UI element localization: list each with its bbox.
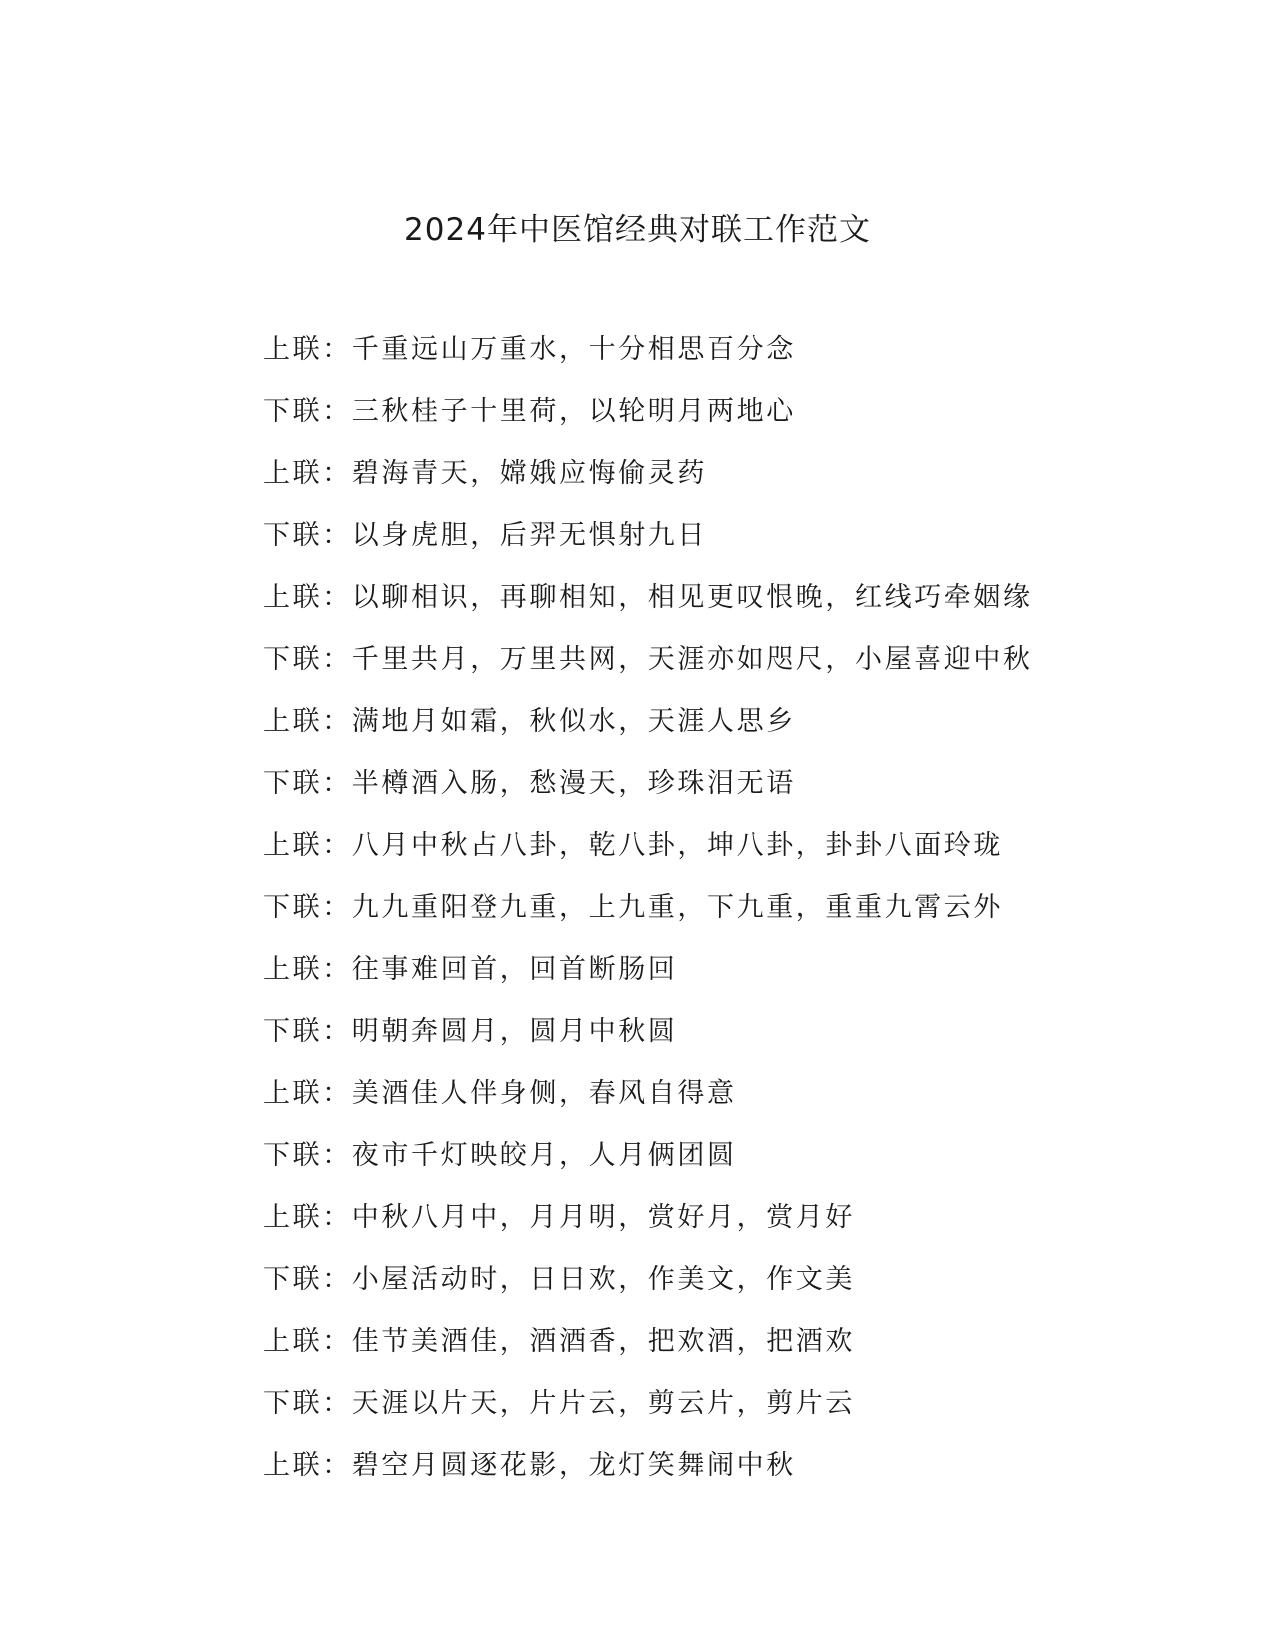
couplet-line: 下联：天涯以片天，片片云，剪云片，剪片云 bbox=[263, 1388, 855, 1419]
document-title: 2024年中医馆经典对联工作范文 bbox=[404, 212, 871, 248]
couplet-list bbox=[263, 330, 1083, 1508]
couplet-line: 下联：千里共月，万里共网，天涯亦如咫尺，小屋喜迎中秋 bbox=[263, 644, 1033, 675]
couplet-line: 下联：半樽酒入肠，愁漫天，珍珠泪无语 bbox=[263, 768, 796, 799]
couplet-line: 下联：小屋活动时，日日欢，作美文，作文美 bbox=[263, 1264, 855, 1295]
couplet-line: 上联：往事难回首，回首断肠回 bbox=[263, 954, 678, 985]
couplet-line: 上联：满地月如霜，秋似水，天涯人思乡 bbox=[263, 706, 796, 737]
couplet-line: 上联：碧空月圆逐花影，龙灯笑舞闹中秋 bbox=[263, 1450, 796, 1481]
couplet-line: 下联：明朝奔圆月，圆月中秋圆 bbox=[263, 1016, 678, 1047]
couplet-line: 下联：以身虎胆，后羿无惧射九日 bbox=[263, 520, 707, 551]
couplet-line: 上联：中秋八月中，月月明，赏好月，赏月好 bbox=[263, 1202, 855, 1233]
couplet-line: 上联：以聊相识，再聊相知，相见更叹恨晚，红线巧牵姻缘 bbox=[263, 582, 1033, 613]
couplet-line: 下联：九九重阳登九重，上九重，下九重，重重九霄云外 bbox=[263, 892, 1003, 923]
couplet-line: 下联：夜市千灯映皎月，人月俩团圆 bbox=[263, 1140, 737, 1171]
couplet-line: 上联：美酒佳人伴身侧，春风自得意 bbox=[263, 1078, 737, 1109]
couplet-line: 上联：碧海青天，嫦娥应悔偷灵药 bbox=[263, 458, 707, 489]
couplet-line: 上联：佳节美酒佳，酒酒香，把欢酒，把酒欢 bbox=[263, 1326, 855, 1357]
couplet-line: 上联：千重远山万重水，十分相思百分念 bbox=[263, 334, 796, 365]
couplet-line: 上联：八月中秋占八卦，乾八卦，坤八卦，卦卦八面玲珑 bbox=[263, 830, 1003, 861]
couplet-line: 下联：三秋桂子十里荷，以轮明月两地心 bbox=[263, 396, 796, 427]
